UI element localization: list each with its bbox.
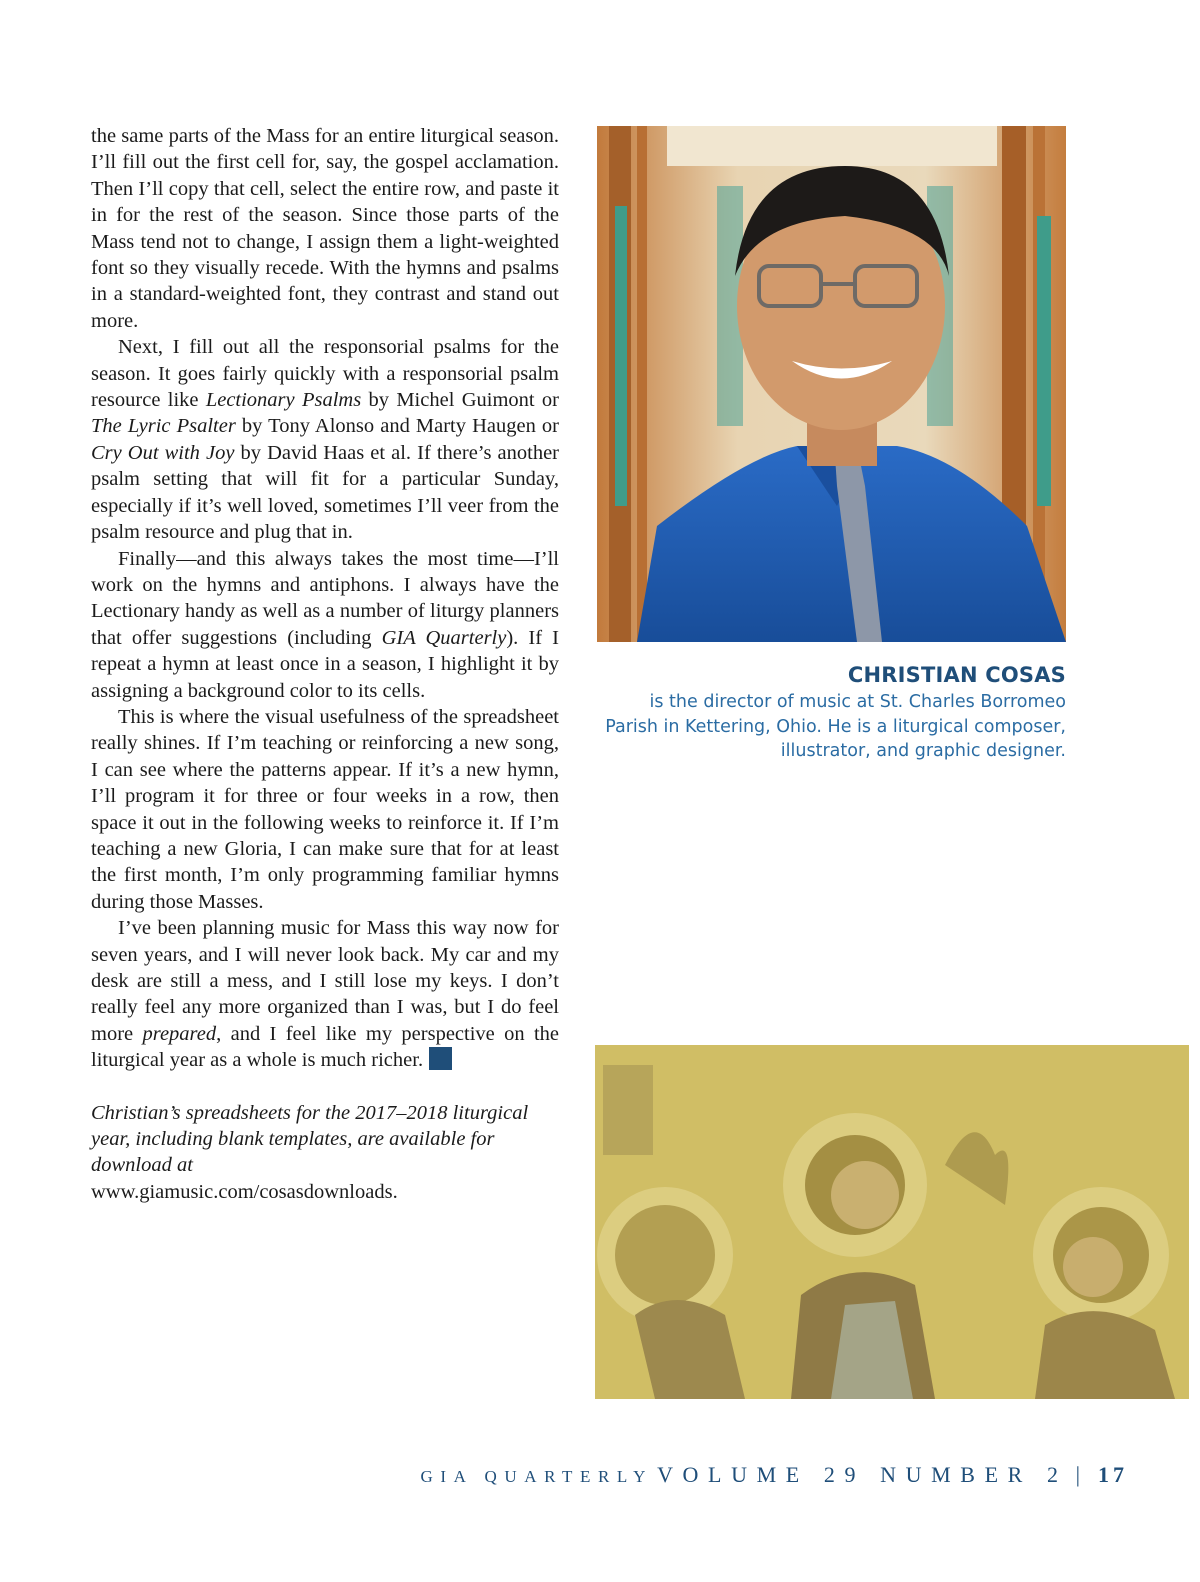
footer-separator: | [1075, 1462, 1080, 1487]
download-note [91, 1100, 559, 1206]
magazine-name: GIA QUARTERLY [420, 1467, 654, 1486]
paragraph-text: by Michel Guimont or [361, 389, 559, 412]
paragraph-text: by David Haas et al. If there’s another psalm setting that will fit for a particular Sunday, especially if it’s well loved, sometimes I’ll veer from the psalm resource and plug that in. [91, 441, 560, 544]
article-paragraph [91, 334, 559, 545]
article-paragraph: the same parts of the Mass for an entire liturgical season. I’ll fill out the first cell for, say, the gospel acclamation. Then I’ll copy that cell, select the entire row, and paste it in for the rest of the season. Since those parts of the Mass tend not to change, I assign them a light-weighted font so they visually recede. With the hymns and psalms in a standard-weighted font, they contrast and stand out more. [91, 125, 559, 332]
end-of-article-mark [429, 1047, 452, 1070]
author-description: is the director of music at St. Charles Borromeo Parish in Kettering, Ohio. He is a liturgical composer, illustrator, and graphic designer. [605, 692, 1066, 761]
paragraph-text: Next, I fill out all the responsorial psalms for the season. It goes fairly quickly with a responsorial psalm resource like [91, 336, 559, 412]
page-number: 17 [1098, 1462, 1128, 1487]
book-title: The Lyric Psalter [91, 415, 236, 438]
article-paragraph: This is where the visual usefulness of the spreadsheet really shines. If I’m teaching or reinforcing a new song, I can see where the patterns appear. If it’s a new hymn, I’ll program it for three or four weeks in a row, then space it out in the following weeks to reinforce it. If I’m teaching a new Gloria, I can make sure that for at least the first month, I’m only programming familiar hymns during those Masses. [91, 705, 559, 913]
paragraph-text: by Tony Alonso and Marty Haugen or [235, 415, 560, 438]
paragraph-text: I’ve been planning music for Mass this way now for seven years, and I will never look back. My car and my desk are still a mess, and I still lose my keys. I don’t really feel any more organized than I was, but I do feel more [91, 917, 559, 1045]
article-paragraph [91, 915, 559, 1073]
author-photo [597, 126, 1066, 642]
download-link[interactable]: www.giamusic.com/cosasdownloads. [91, 1180, 398, 1203]
trinity-icon-artwork [595, 1045, 1189, 1399]
page-footer [421, 1462, 1128, 1488]
paragraph-text: , and I feel like my perspective on the liturgical year as a whole is much richer. [91, 1022, 560, 1072]
book-title: Lectionary Psalms [205, 389, 362, 412]
publication-title: GIA Quarterly [381, 626, 507, 649]
paragraph-text: ). If I repeat a hymn at least once in a season, I highlight it by assigning a background color to its cells. [91, 626, 559, 702]
article-paragraph [91, 546, 559, 704]
article-column [91, 123, 559, 1205]
issue-info: VOLUME 29 NUMBER 2 [657, 1462, 1068, 1487]
emphasis-text: prepared [142, 1022, 217, 1045]
author-name: CHRISTIAN COSAS [847, 663, 1066, 687]
author-bio [597, 660, 1066, 764]
paragraph-text: Finally—and this always takes the most time—I’ll work on the hymns and antiphons. I always have the Lectionary handy as well as a number of liturgy planners that offer suggestions (including [91, 547, 559, 649]
book-title: Cry Out with Joy [91, 441, 235, 464]
download-note-text: Christian’s spreadsheets for the 2017–2018 liturgical year, including blank templates, are available for download at [91, 1101, 529, 1177]
